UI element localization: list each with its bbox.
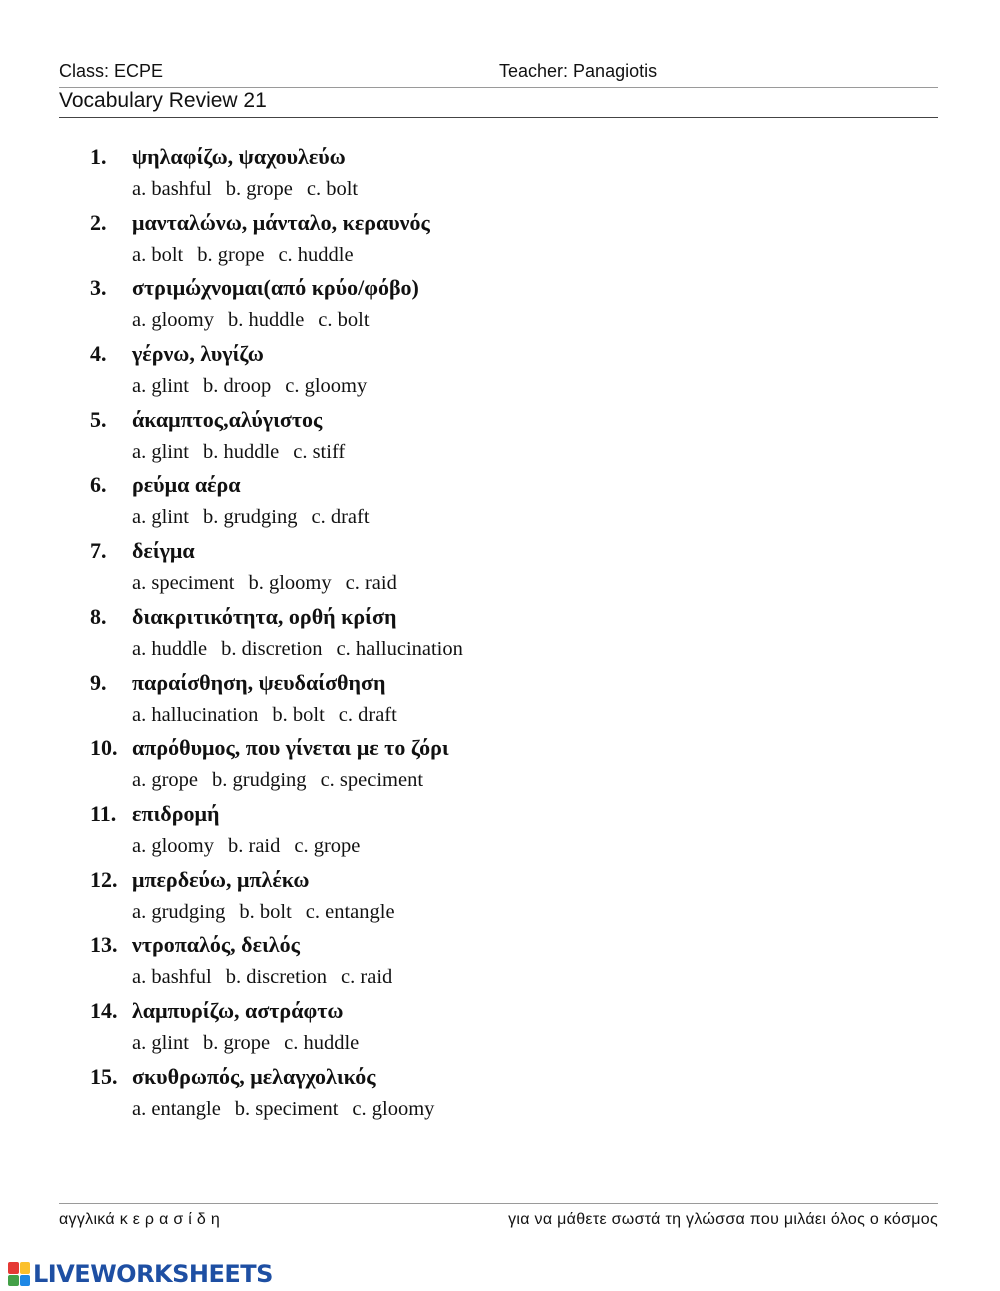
class-label: Class: ECPE (59, 61, 164, 81)
answer-option[interactable]: b. discretion (225, 966, 328, 989)
answer-option[interactable]: c. huddle (278, 243, 354, 266)
answer-options (132, 309, 384, 332)
logo-square-red (8, 1262, 19, 1274)
logo-square-blue (20, 1275, 31, 1287)
question-number: 2. (90, 209, 107, 235)
question-prompt: διακριτικότητα, ορθή κρίση (132, 603, 397, 629)
brand-wordmark: LIVEWORKSHEETS (33, 1260, 273, 1288)
question-item (0, 1064, 1000, 1130)
question-number: 3. (90, 275, 107, 301)
question-number: 6. (90, 472, 107, 498)
answer-option[interactable]: c. stiff (293, 440, 346, 463)
question-prompt: ψηλαφίζω, ψαχουλεύω (132, 144, 346, 169)
question-number: 7. (90, 538, 107, 564)
question-prompt: μανταλώνω, μάνταλο, κεραυνός (132, 209, 430, 235)
question-item (0, 538, 1000, 604)
answer-option[interactable]: c. raid (341, 966, 393, 989)
question-number: 14. (90, 997, 118, 1023)
answer-option[interactable]: a. grudging (132, 900, 226, 923)
answer-option[interactable]: a. bolt (132, 243, 184, 266)
answer-option[interactable]: b. grope (197, 243, 265, 266)
footer-right-text: για να μάθετε σωστά τη γλώσσα που μιλάει όλος ο κόσμος (508, 1211, 938, 1228)
answer-option[interactable]: c. hallucination (336, 637, 463, 660)
answer-option[interactable]: b. huddle (202, 440, 280, 463)
answer-options (132, 704, 411, 727)
answer-option[interactable]: a. glint (132, 1031, 189, 1054)
question-item (0, 472, 1000, 538)
question-number: 8. (90, 603, 107, 629)
question-number: 4. (90, 341, 107, 367)
answer-option[interactable]: b. grudging (202, 506, 298, 529)
question-number: 11. (90, 800, 117, 826)
question-prompt: δείγμα (132, 538, 195, 564)
question-item (0, 998, 1000, 1064)
answer-option[interactable]: c. speciment (320, 769, 424, 792)
answer-option[interactable]: a. glint (132, 440, 189, 463)
question-number: 5. (90, 406, 107, 432)
answer-options (132, 638, 477, 661)
question-prompt: επιδρομή (132, 800, 220, 826)
answer-option[interactable]: c. gloomy (285, 375, 368, 398)
answer-options (132, 901, 409, 924)
answer-options (132, 1032, 373, 1055)
answer-options (132, 1098, 448, 1121)
question-number: 15. (90, 1063, 118, 1089)
question-list (0, 144, 1000, 1129)
answer-option[interactable]: b. discretion (221, 637, 323, 660)
logo-square-green (8, 1275, 19, 1287)
question-prompt: γέρνω, λυγίζω (132, 341, 264, 367)
page-title: Vocabulary Review 21 (59, 89, 267, 112)
answer-option[interactable]: c. bolt (318, 309, 370, 332)
question-item (0, 670, 1000, 736)
answer-option[interactable]: c. entangle (305, 900, 395, 923)
question-number: 9. (90, 669, 107, 695)
liveworksheets-brand[interactable] (8, 1259, 273, 1289)
question-prompt: άκαμπτος,αλύγιστος (132, 406, 323, 432)
answer-option[interactable]: a. bashful (132, 178, 212, 200)
answer-option[interactable]: c. grope (294, 834, 361, 857)
answer-option[interactable]: a. glint (132, 375, 189, 398)
footer-left-text: αγγλικά κ ε ρ α σ ί δ η (59, 1211, 221, 1228)
answer-option[interactable]: c. huddle (284, 1031, 360, 1054)
answer-option[interactable]: a. hallucination (132, 703, 259, 726)
question-number: 1. (90, 144, 107, 169)
answer-option[interactable]: b. bolt (272, 703, 325, 726)
answer-option[interactable]: a. huddle (132, 637, 208, 660)
title-divider (59, 117, 938, 118)
question-item (0, 210, 1000, 276)
header-row (59, 61, 938, 85)
question-prompt: παραίσθηση, ψευδαίσθηση (132, 669, 386, 695)
answer-option[interactable]: c. gloomy (352, 1097, 435, 1120)
question-number: 12. (90, 866, 118, 892)
answer-options (132, 769, 437, 792)
answer-option[interactable]: a. glint (132, 506, 189, 529)
question-item (0, 144, 1000, 210)
answer-option[interactable]: c. bolt (306, 178, 359, 200)
answer-option[interactable]: a. bashful (132, 966, 212, 989)
answer-option[interactable]: b. speciment (234, 1097, 339, 1120)
answer-option[interactable]: a. speciment (132, 572, 235, 595)
answer-option[interactable]: b. raid (228, 834, 281, 857)
question-prompt: στριμώχνομαι(από κρύο/φόβο) (132, 275, 419, 301)
answer-options (132, 441, 359, 464)
question-item (0, 801, 1000, 867)
answer-options (132, 572, 411, 595)
answer-options (132, 835, 374, 858)
question-number: 10. (90, 735, 118, 761)
question-prompt: σκυθρωπός, μελαγχολικός (132, 1063, 376, 1089)
answer-option[interactable]: a. gloomy (132, 834, 214, 857)
answer-option[interactable]: b. bolt (239, 900, 292, 923)
answer-options (132, 375, 381, 398)
answer-option[interactable]: a. gloomy (132, 309, 214, 332)
answer-options (132, 178, 372, 201)
answer-option[interactable]: c. raid (345, 572, 397, 595)
question-item (0, 867, 1000, 933)
question-item (0, 932, 1000, 998)
answer-option[interactable]: a. grope (132, 769, 199, 792)
header-divider (59, 87, 938, 88)
question-prompt: λαμπυρίζω, αστράφτω (132, 997, 344, 1023)
answer-options (132, 506, 384, 529)
answer-option[interactable]: a. entangle (132, 1097, 221, 1120)
answer-option[interactable]: c. draft (311, 506, 370, 529)
teacher-label: Teacher: Panagiotis (499, 61, 658, 81)
question-number: 13. (90, 932, 118, 958)
answer-option[interactable]: c. draft (338, 703, 397, 726)
answer-option[interactable]: b. gloomy (248, 572, 332, 595)
footer-divider (59, 1203, 938, 1204)
answer-option[interactable]: b. grope (225, 178, 293, 200)
question-item (0, 735, 1000, 801)
question-item (0, 275, 1000, 341)
question-prompt: απρόθυμος, που γίνεται με το ζόρι (132, 735, 449, 761)
logo-square-yellow (20, 1262, 31, 1274)
liveworksheets-logo-icon (8, 1262, 30, 1286)
question-item (0, 407, 1000, 473)
answer-option[interactable]: b. huddle (228, 309, 305, 332)
question-item (0, 604, 1000, 670)
answer-option[interactable]: b. droop (202, 375, 272, 398)
answer-option[interactable]: b. grope (202, 1031, 271, 1054)
question-prompt: μπερδεύω, μπλέκω (132, 866, 310, 892)
question-item (0, 341, 1000, 407)
question-prompt: ντροπαλός, δειλός (132, 932, 300, 958)
answer-options (132, 244, 368, 267)
answer-option[interactable]: b. grudging (212, 769, 307, 792)
answer-options (132, 966, 406, 989)
question-prompt: ρεύμα αέρα (132, 472, 241, 498)
